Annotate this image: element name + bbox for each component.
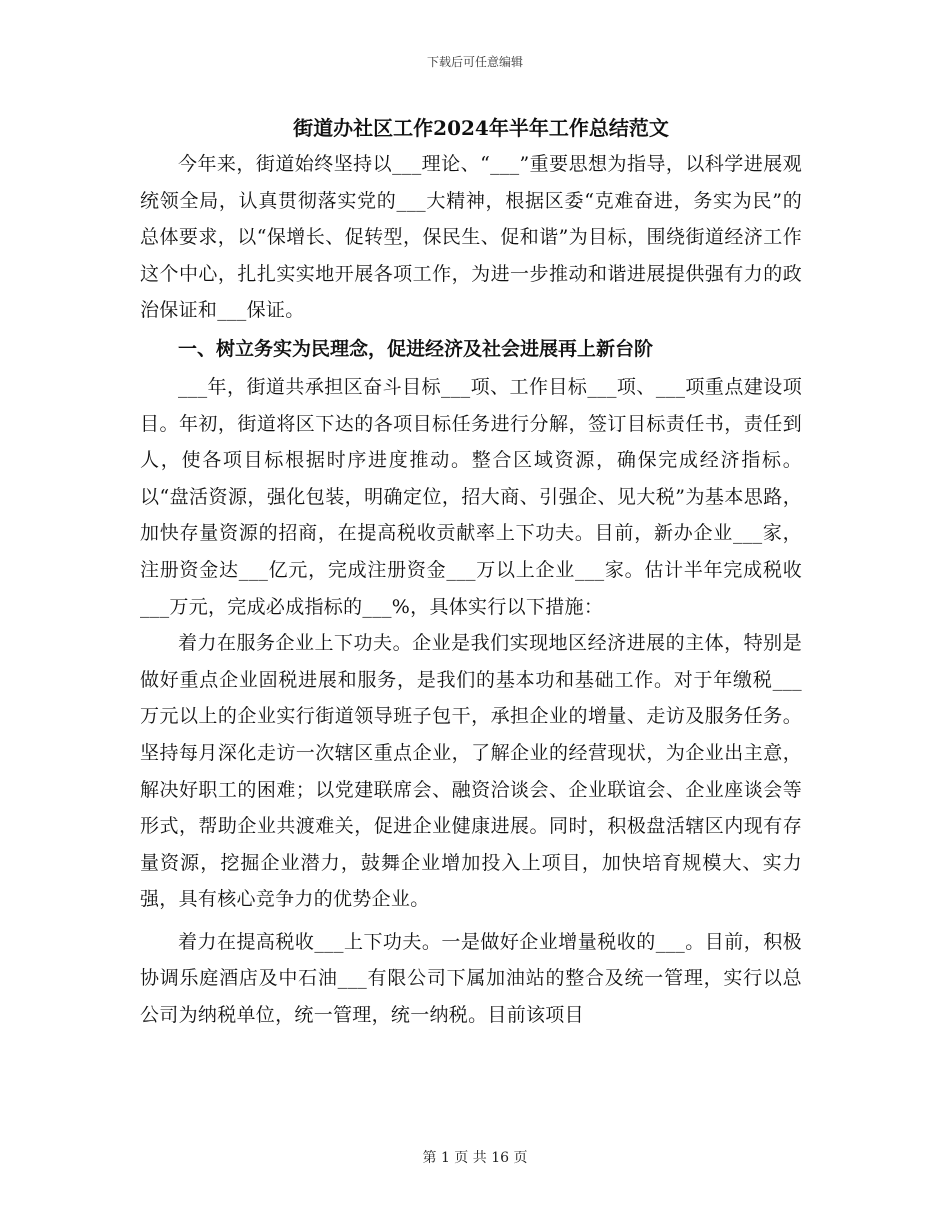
- section-heading: 一、树立务实为民理念，促进经济及社会进展再上新台阶: [178, 337, 654, 360]
- body-paragraph-goals: ___年，街道共承担区奋斗目标___项、工作目标___项、___项重点建设项目。年初，街道将区下达的各项目标任务进行分解，签订目标责任书，责任到人，使各项目标根据时序进度推动。整合区域资源，确保完成经济指标。以“盘活资源，强化包装，明确定位，招大商、引强企、见大税”为基本思路，加快存量资源的招商，在提高税收贡献率上下功夫。目前，新办企业___家，注册资金达___亿元，完成注册资金___万以上企业___家。估计半年完成税收___万元，完成必成指标的___%，具体实行以下措施：: [140, 375, 802, 618]
- page-header-note: 下载后可任意编辑: [426, 55, 523, 69]
- body-paragraph-service: 着力在服务企业上下功夫。企业是我们实现地区经济进展的主体，特别是做好重点企业固税进展和服务，是我们的基本功和基础工作。对于年缴税___万元以上的企业实行街道领导班子包干，承担企业的增量、走访及服务任务。坚持每月深化走访一次辖区重点企业，了解企业的经营现状，为企业出主意，解决好职工的困难；以党建联席会、融资洽谈会、企业联谊会、企业座谈会等形式，帮助企业共渡难关，促进企业健康进展。同时，积极盘活辖区内现有存量资源，挖掘企业潜力，鼓舞企业增加投入上项目，加快培育规模大、实力强，具有核心竞争力的优势企业。: [140, 632, 802, 911]
- page-number: 第 1 页 共 16 页: [422, 1150, 528, 1166]
- document-body: [140, 110, 802, 1034]
- document-title: 街道办社区工作2024年半年工作总结范文: [293, 116, 669, 140]
- intro-paragraph: 今年来，街道始终坚持以___理论、“___”重要思想为指导，以科学进展观统领全局，认真贯彻落实党的___大精神，根据区委“克难奋进，务实为民”的总体要求，以“保增长、促转型，保民生、促和谐”为目标，围绕街道经济工作这个中心，扎扎实实地开展各项工作，为进一步推动和谐进展提供强有力的政治保证和___保证。: [140, 153, 802, 322]
- body-paragraph-tax: 着力在提高税收___上下功夫。一是做好企业增量税收的___。目前，积极协调乐庭酒店及中石油___有限公司下属加油站的整合及统一管理，实行以总公司为纳税单位，统一管理，统一纳税。目前该项目: [140, 930, 802, 1027]
